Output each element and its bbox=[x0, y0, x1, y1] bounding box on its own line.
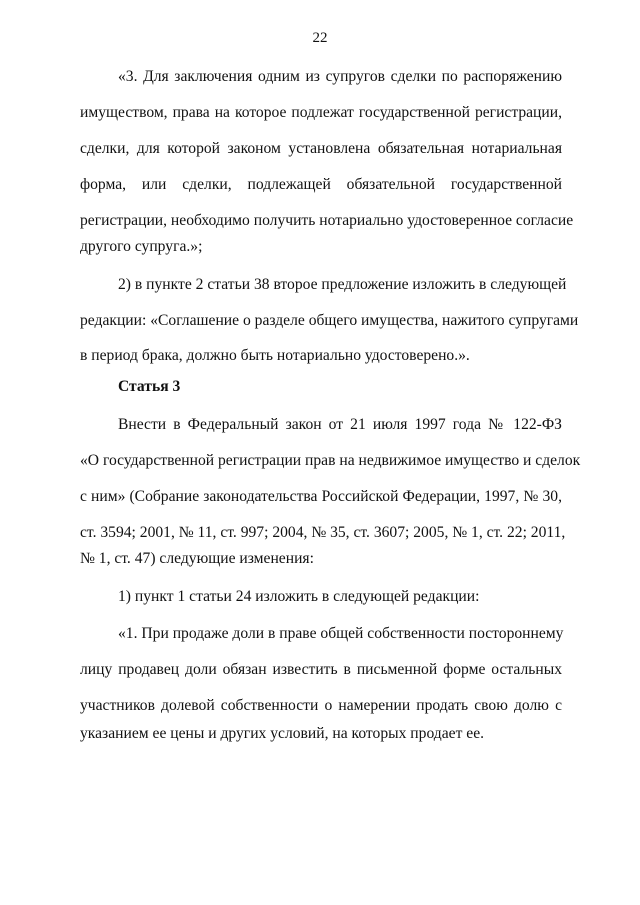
paragraph-line: «3. Для заключения одним из супругов сделки по распоряжению bbox=[118, 68, 562, 85]
paragraph-line: 2) в пункте 2 статьи 38 второе предложение изложить в следующей bbox=[118, 276, 567, 293]
paragraph-line: редакции: «Соглашение о разделе общего имущества, нажитого супругами bbox=[80, 312, 579, 329]
paragraph-line: Внести в Федеральный закон от 21 июля 1997 года № 122-ФЗ bbox=[118, 416, 562, 433]
page-number: 22 bbox=[312, 30, 328, 46]
paragraph-line: лицу продавец доли обязан известить в письменной форме остальных bbox=[80, 661, 562, 678]
paragraph-line: № 1, ст. 47) следующие изменения: bbox=[80, 550, 314, 567]
paragraph-line: 1) пункт 1 статьи 24 изложить в следующей редакции: bbox=[118, 588, 480, 605]
paragraph-line: в период брака, должно быть нотариально удостоверено.». bbox=[80, 347, 470, 364]
paragraph-line: «1. При продаже доли в праве общей собственности постороннему bbox=[118, 625, 564, 642]
paragraph-line: с ним» (Собрание законодательства Российской Федерации, 1997, № 30, bbox=[80, 488, 562, 505]
paragraph-line: регистрации, необходимо получить нотариально удостоверенное согласие bbox=[80, 212, 574, 229]
paragraph-line: сделки, для которой законом установлена обязательная нотариальная bbox=[80, 140, 562, 157]
article-heading: Статья 3 bbox=[118, 378, 181, 395]
paragraph-line: «О государственной регистрации прав на недвижимое имущество и сделок bbox=[80, 452, 581, 469]
paragraph-line: ст. 3594; 2001, № 11, ст. 997; 2004, № 35, ст. 3607; 2005, № 1, ст. 22; 2011, bbox=[80, 524, 566, 541]
paragraph-line: форма, или сделки, подлежащей обязательной государственной bbox=[80, 176, 562, 193]
paragraph-line: другого супруга.»; bbox=[80, 238, 203, 255]
paragraph-line: имуществом, права на которое подлежат государственной регистрации, bbox=[80, 104, 562, 121]
paragraph-line: указанием ее цены и других условий, на которых продает ее. bbox=[80, 725, 485, 742]
paragraph-line: участников долевой собственности о намерении продать свою долю с bbox=[80, 697, 562, 714]
